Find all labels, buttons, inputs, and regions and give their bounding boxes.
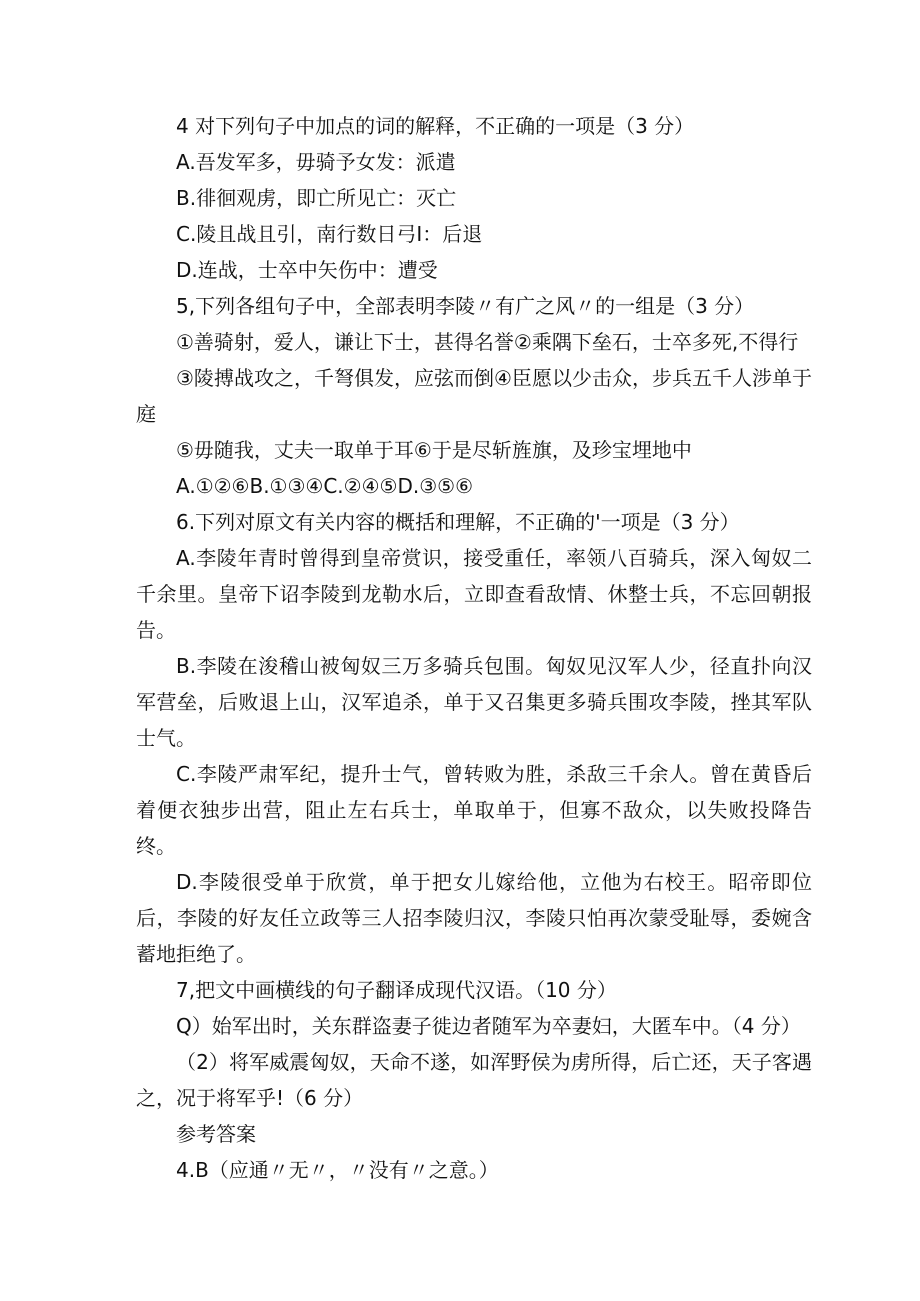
q4-option-c: C.陵且战且引，南行数日弓Ⅰ：后退 xyxy=(176,222,483,246)
q4-option-a: A.吾发军多，毋骑予女发：派遣 xyxy=(176,150,456,174)
q4-stem: 4 对下列句子中加点的词的解释，不正确的一项是（3 分） xyxy=(176,114,695,138)
q6-option-b: B.李陵在浚稽山被匈奴三万多骑兵包围。匈奴见汉军人少，径直扑向汉军营垒，后败退上山，汉军追杀，单于又召集更多骑兵围攻李陵，挫其军队士气。 xyxy=(136,654,812,750)
q5-items-line3: ⑤毋随我，丈夫一取单于耳⑥于是尽斩旌旗，及珍宝埋地中 xyxy=(176,438,692,462)
q5-stem: 5,下列各组句子中，全部表明李陵〃有广之风〃的一组是（3 分） xyxy=(176,294,755,318)
q7-sub1: Q）始军出时，关东群盗妻子徙边者随军为卒妻妇，大匿车中。（4 分） xyxy=(176,1014,801,1038)
document-page xyxy=(136,108,812,1188)
q4-option-b: B.徘徊观虏，即亡所见亡：灭亡 xyxy=(176,186,457,210)
q5-options: A.①②⑥B.①③④C.②④⑤D.③⑤⑥ xyxy=(176,474,474,498)
answer-4: 4.B（应通〃无〃，〃没有〃之意。） xyxy=(176,1158,499,1182)
q7-sub2: （2）将军威震匈奴，天命不遂，如浑野侯为虏所得，后亡还，天子客遇之，况于将军乎!（6 分） xyxy=(136,1050,812,1110)
q6-option-c: C.李陵严肃军纪，提升士气，曾转败为胜，杀敌三千余人。曾在黄昏后着便衣独步出营，阻止左右兵士，单取单于，但寡不敌众，以失败投降告终。 xyxy=(136,762,812,858)
q5-items-line2: ③陵搏战攻之，千弩俱发，应弦而倒④臣愿以少击众，步兵五千人涉单于庭 xyxy=(136,366,812,426)
q5-items-line1: ①善骑射，爱人，谦让下士，甚得名誉②乘隅下垒石，士卒多死,不得行 xyxy=(176,330,799,354)
q6-option-a: A.李陵年青时曾得到皇帝赏识，接受重任，率领八百骑兵，深入匈奴二千余里。皇帝下诏李陵到龙勒水后，立即查看敌情、休整士兵，不忘回朝报告。 xyxy=(136,546,812,642)
q6-stem: 6.下列对原文有关内容的概括和理解，不正确的'一项是（3 分） xyxy=(176,510,740,534)
q4-option-d: D.连战，士卒中矢伤中：遭受 xyxy=(176,258,438,282)
q6-option-d: D.李陵很受单于欣赏，单于把女儿嫁给他，立他为右校王。昭帝即位后，李陵的好友任立政等三人招李陵归汉，李陵只怕再次蒙受耻辱，委婉含蓄地拒绝了。 xyxy=(136,870,812,966)
answers-heading: 参考答案 xyxy=(176,1122,256,1146)
q7-stem: 7,把文中画横线的句子翻译成现代汉语。（10 分） xyxy=(176,978,617,1002)
